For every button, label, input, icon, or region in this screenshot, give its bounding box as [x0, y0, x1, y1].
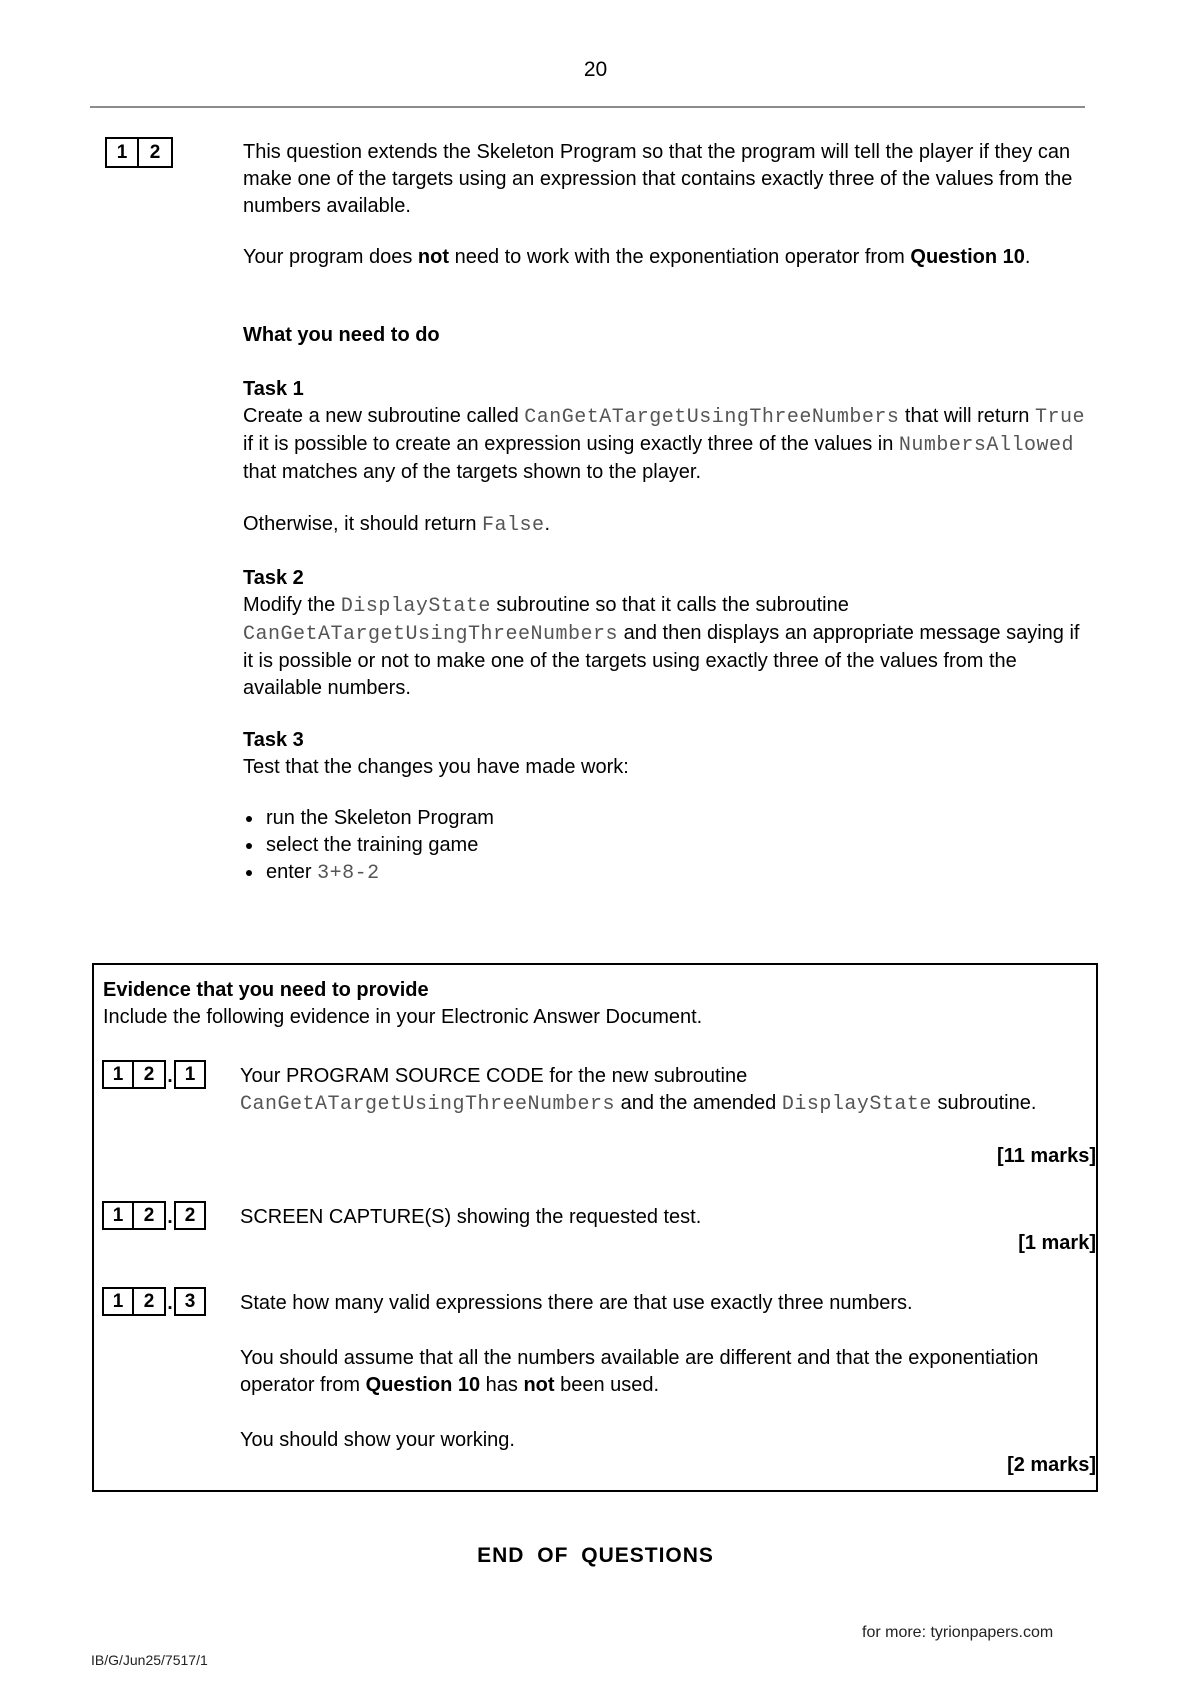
exponent-note	[243, 244, 1093, 271]
task1-title: Task 1	[243, 378, 304, 400]
bullet-item: run the Skeleton Program	[243, 805, 1093, 832]
evidence-item-3-working: You should show your working.	[240, 1429, 515, 1451]
task2-section	[243, 565, 1093, 702]
note-emphasis: not	[417, 246, 450, 268]
subquestion-separator: .	[167, 1066, 173, 1087]
task2-text: Modify the	[243, 594, 341, 616]
task3-section	[243, 727, 1093, 781]
bullet-item: select the training game	[243, 832, 1093, 859]
note-text: Your program does	[243, 246, 418, 268]
end-of-questions: END OF QUESTIONS	[477, 1544, 714, 1567]
bullet-item	[243, 859, 1093, 887]
page-number: 20	[583, 58, 608, 81]
evidence-text: Your PROGRAM SOURCE CODE for the new subroutine	[240, 1065, 748, 1087]
subquestion-number-box	[102, 1060, 206, 1089]
intro-paragraph: This question extends the Skeleton Program so that the program will tell the player if they can make one of the targets using an expression that contains exactly three of the values from the numbers available.	[243, 141, 1073, 217]
task1-text: if it is possible to create an expression using exactly three of the values in	[243, 433, 899, 455]
note-text: need to work with the exponentiation operator from	[449, 246, 911, 268]
evidence-item-3-assumption	[240, 1345, 1090, 1399]
subquestion-digit: 1	[102, 1060, 134, 1089]
marks-label: [2 marks]	[1007, 1454, 1096, 1476]
task2-body	[243, 592, 1093, 702]
evidence-item-2-text: SCREEN CAPTURE(S) showing the requested test.	[240, 1206, 702, 1228]
evidence-subheading: Include the following evidence in your Electronic Answer Document.	[103, 1006, 703, 1028]
evidence-heading: Evidence that you need to provide	[103, 979, 429, 1001]
subroutine-name: CanGetATargetUsingThreeNumbers	[240, 1093, 616, 1116]
question-digit: 1	[105, 137, 139, 168]
subquestion-digit: 1	[174, 1060, 206, 1089]
note-text: .	[1024, 246, 1031, 268]
assumption-emphasis: not	[523, 1374, 555, 1396]
assumption-question-ref: Question 10	[365, 1374, 481, 1396]
evidence-item-1-text	[240, 1063, 1090, 1118]
task2-text: subroutine so that it calls the subroutine	[490, 594, 849, 616]
footer-url: for more: tyrionpapers.com	[862, 1624, 1054, 1641]
subquestion-digit: 3	[174, 1287, 206, 1316]
question-number-box	[105, 137, 173, 168]
task1-text: that will return	[899, 405, 1035, 427]
evidence-text: and the amended	[615, 1092, 782, 1114]
assumption-text: You should assume that all the numbers available are different and that the exponentiation operator from	[240, 1347, 1039, 1396]
subquestion-digit: 1	[102, 1201, 134, 1230]
code-true: True	[1034, 406, 1085, 429]
subquestion-digit: 2	[134, 1201, 166, 1230]
subquestion-digit: 2	[134, 1060, 166, 1089]
code-display-state: DisplayState	[340, 595, 491, 618]
subquestion-digit: 1	[102, 1287, 134, 1316]
marks-label: [11 marks]	[997, 1145, 1096, 1167]
code-expression: 3+8-2	[317, 862, 380, 885]
otherwise-text: .	[544, 513, 551, 535]
code-false: False	[482, 514, 545, 537]
assumption-text: has	[480, 1374, 524, 1396]
paper-code: IB/G/Jun25/7517/1	[91, 1652, 208, 1668]
task2-text: and then displays an appropriate message saying if it is possible or not to make one of the targets using exactly three of the values from the available numbers.	[243, 622, 1080, 699]
question-intro	[243, 139, 1093, 220]
subquestion-digit: 2	[134, 1287, 166, 1316]
task3-title: Task 3	[243, 729, 304, 751]
what-you-need-heading: What you need to do	[243, 324, 440, 346]
subquestion-number-box	[102, 1287, 206, 1316]
subroutine-name: CanGetATargetUsingThreeNumbers	[524, 406, 900, 429]
note-question-ref: Question 10	[910, 246, 1025, 268]
otherwise-text: Otherwise, it should return	[243, 513, 482, 535]
evidence-item-3-text: State how many valid expressions there are that use exactly three numbers.	[240, 1292, 913, 1314]
code-display-state: DisplayState	[781, 1093, 932, 1116]
bullet-text: enter	[266, 861, 318, 883]
subquestion-separator: .	[167, 1207, 173, 1228]
task2-title: Task 2	[243, 567, 304, 589]
subquestion-separator: .	[167, 1293, 173, 1314]
subroutine-name: CanGetATargetUsingThreeNumbers	[243, 623, 619, 646]
task1-body	[243, 403, 1093, 486]
task3-intro: Test that the changes you have made work:	[243, 756, 629, 778]
task1-otherwise	[243, 511, 1093, 539]
task3-bullets	[243, 805, 1093, 887]
subquestion-number-box	[102, 1201, 206, 1230]
evidence-header	[103, 977, 702, 1031]
task1-section	[243, 376, 1093, 486]
marks-label: [1 mark]	[1018, 1232, 1096, 1254]
header-divider	[90, 106, 1085, 108]
subquestion-digit: 2	[174, 1201, 206, 1230]
code-numbers-allowed: NumbersAllowed	[898, 434, 1074, 457]
evidence-text: subroutine.	[931, 1092, 1037, 1114]
question-digit: 2	[139, 137, 173, 168]
task1-text: that matches any of the targets shown to the player.	[243, 461, 702, 483]
assumption-text: been used.	[554, 1374, 660, 1396]
task1-text: Create a new subroutine called	[243, 405, 525, 427]
